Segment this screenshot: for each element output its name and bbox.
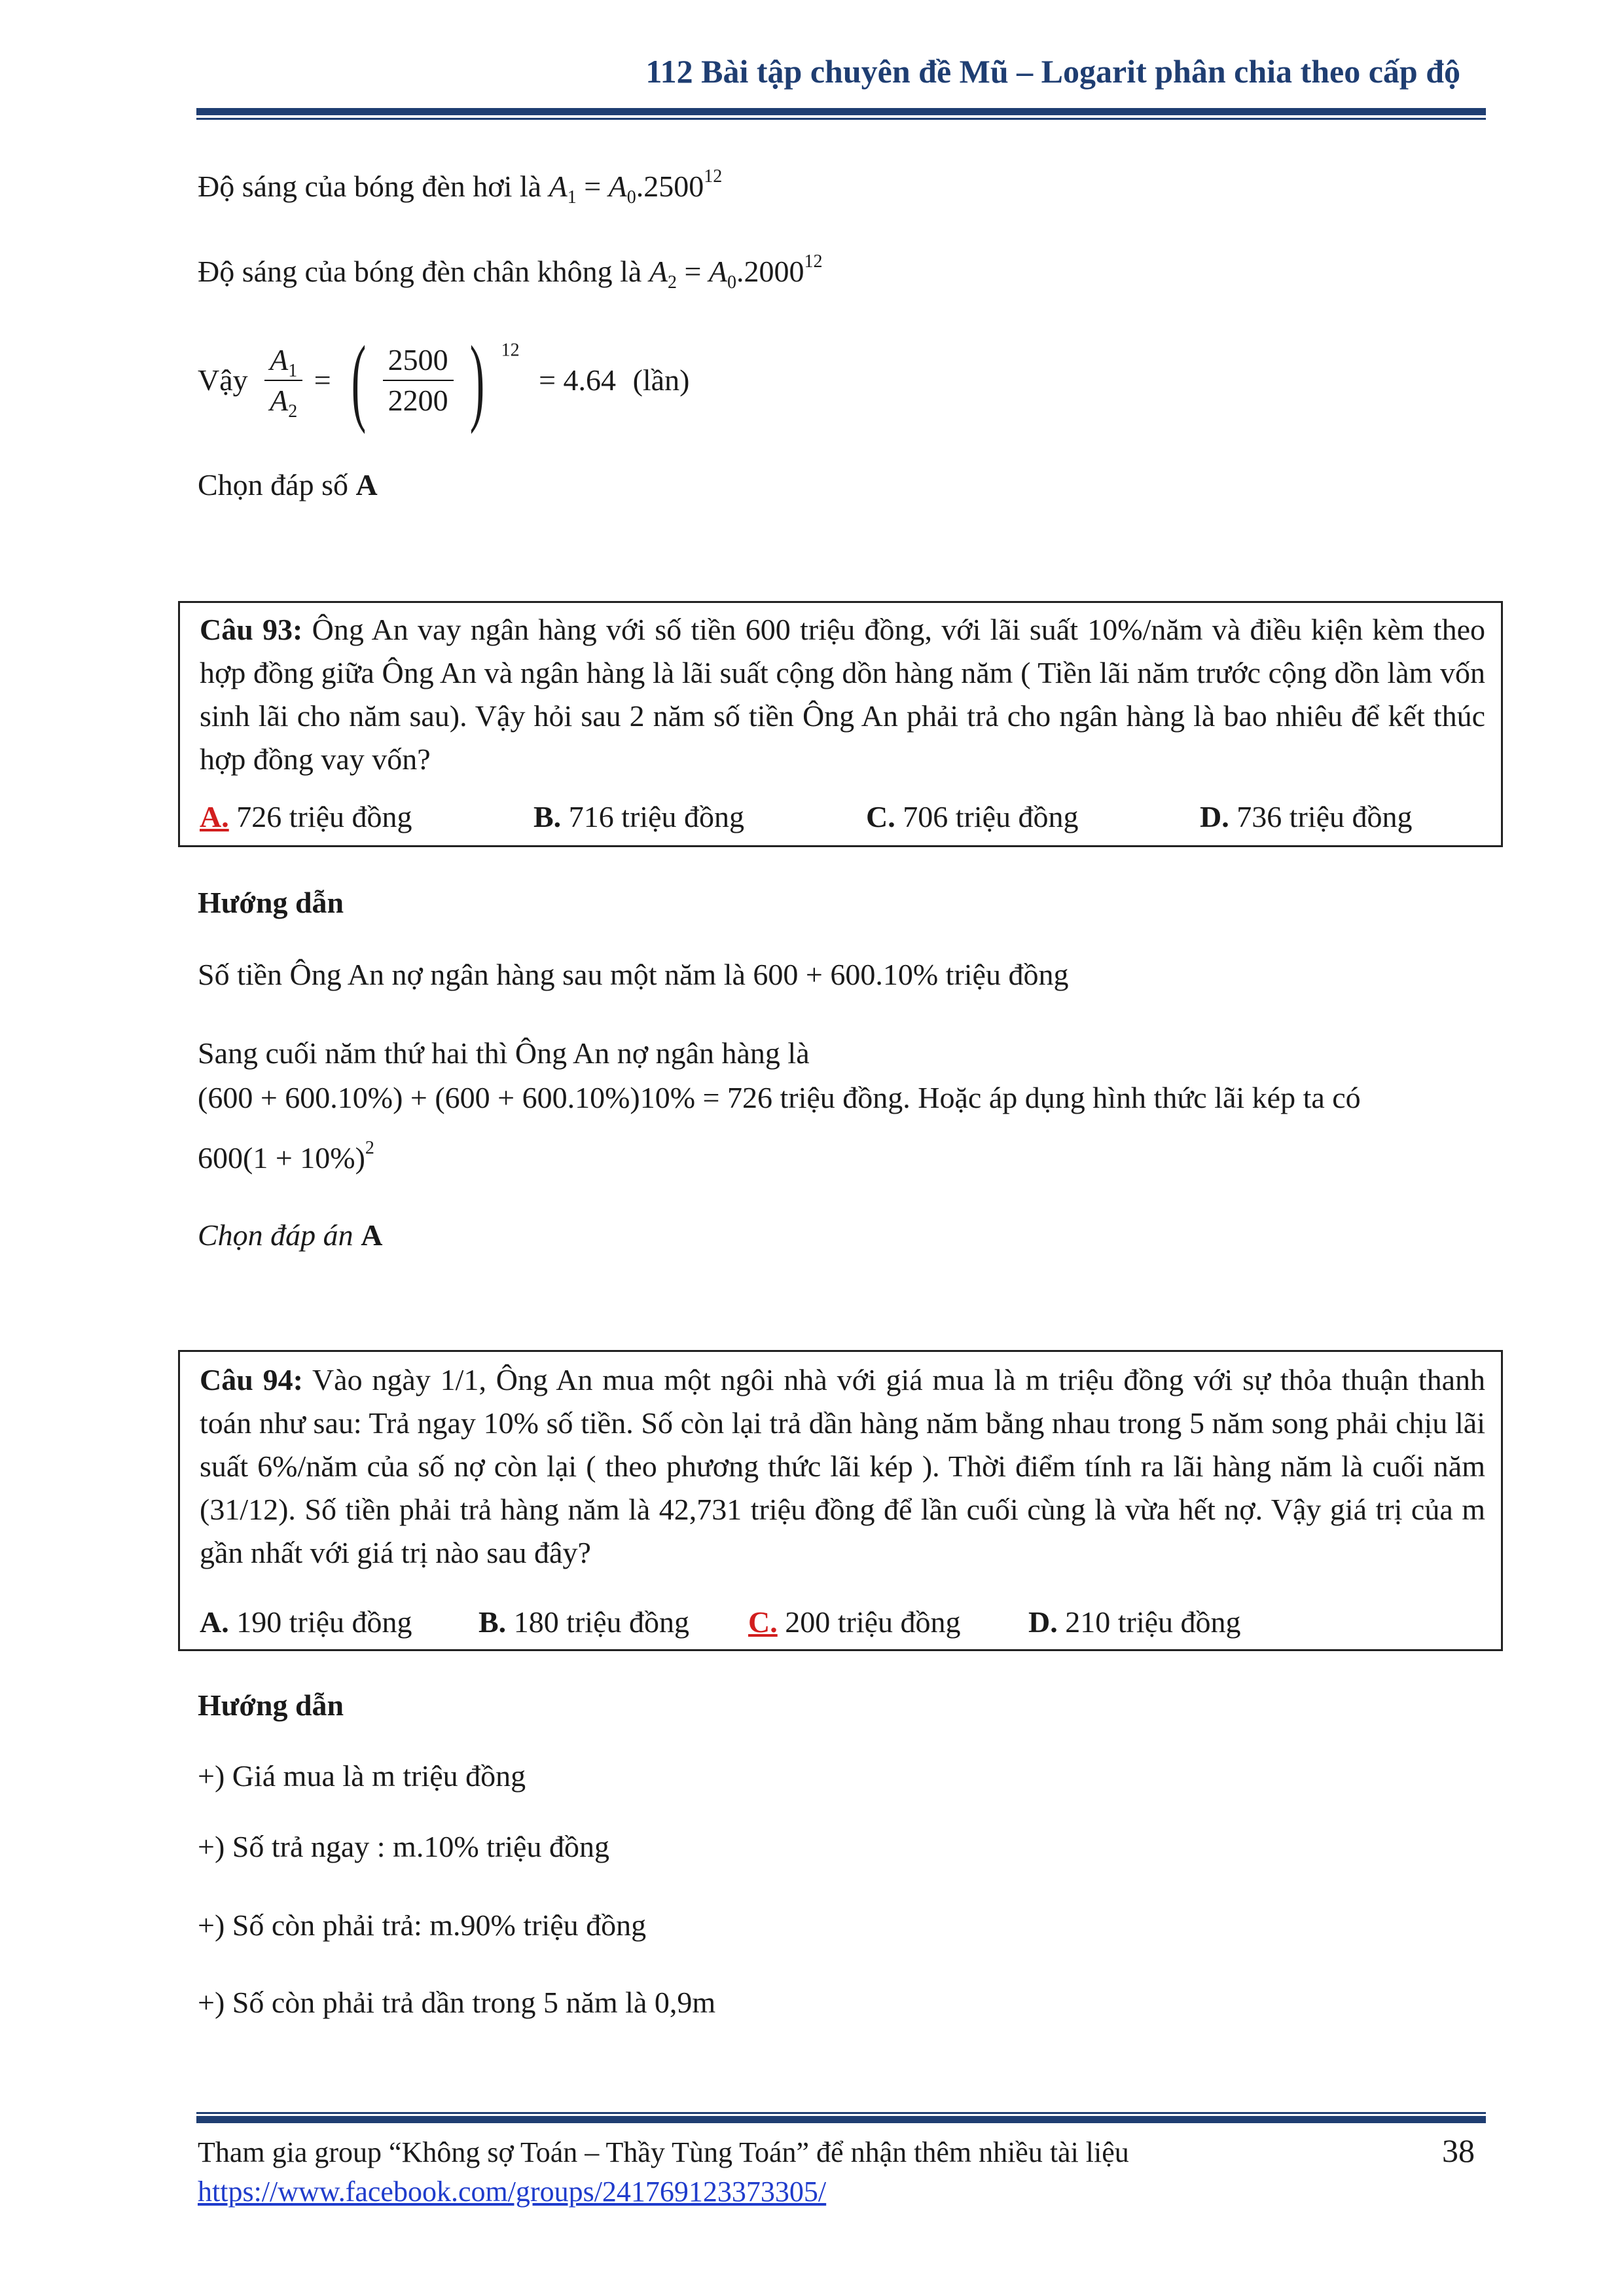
footer-text: Tham gia group “Không sợ Toán – Thầy Tùng Toán” để nhận thêm nhiều tài liệu [198, 2136, 1129, 2168]
ratio-result: = 4.64 [539, 363, 617, 397]
guide-93-line-2: Sang cuối năm thứ hai thì Ông An nợ ngân hàng là [198, 1036, 810, 1070]
question-94-option-d[interactable]: D. 210 triệu đồng [1028, 1605, 1241, 1639]
question-94-option-c[interactable]: C. 200 triệu đồng [748, 1605, 961, 1639]
footer-rule-thin [196, 2112, 1486, 2114]
question-93-option-d[interactable]: D. 736 triệu đồng [1200, 800, 1413, 833]
intro-choose-text: Chọn đáp số [198, 468, 356, 501]
guide-94-line-2: +) Số trả ngay : m.10% triệu đồng [198, 1830, 609, 1863]
question-93-option-b[interactable]: B. 716 triệu đồng [533, 800, 744, 833]
question-94-text: Câu 94: Vào ngày 1/1, Ông An mua một ngôi nhà với giá mua là m triệu đồng với sự thỏa thuận thanh toán như sau: Trả ngay 10% số tiền. Số còn lại trả dần hàng năm bằng nhau trong 5 năm song phải chịu lãi suất 6%/năm của số nợ còn lại ( theo phương thức lãi kép ). Thời điểm tính ra lãi hàng năm là cuối năm (31/12). Số tiền phải trả hàng năm là 42,731 triệu đồng để lần cuối cùng là vừa hết nợ. Vậy giá trị của m gần nhất với giá trị nào sau đây? [200, 1363, 1485, 1569]
guide-94-line-4: +) Số còn phải trả dần trong 5 năm là 0,9m [198, 1986, 716, 2019]
ratio-unit: (lần) [632, 363, 690, 397]
question-93-option-c[interactable]: C. 706 triệu đồng [866, 800, 1079, 833]
intro-line-2 [198, 251, 823, 293]
intro-choose-line [198, 470, 378, 500]
footer-rule [196, 2116, 1486, 2123]
guide-93-heading: Hướng dẫn [198, 886, 344, 919]
question-93-box [178, 601, 1503, 847]
guide-94-heading: Hướng dẫn [198, 1688, 344, 1722]
intro-line-1 [198, 166, 723, 208]
intro-line-1-text: Độ sáng của bóng đèn hơi là [198, 170, 549, 203]
question-94-option-b[interactable]: B. 180 triệu đồng [478, 1605, 689, 1639]
intro-line-1-math: $A_1 = A_0.2500^{12}$ [549, 166, 723, 208]
inner-fraction: $\frac{2500}{2200}$ [383, 340, 454, 420]
intro-choose-answer: A [355, 468, 378, 501]
intro-line-2-math: $A_2 = A_0.2000^{12}$ [649, 251, 823, 293]
question-93-label: Câu 93: [200, 613, 303, 646]
footer-group-link[interactable]: https://www.facebook.com/groups/241769123373305/ [198, 2176, 827, 2208]
question-94-box [178, 1350, 1503, 1651]
question-94-option-a[interactable]: A. 190 triệu đồng [200, 1605, 412, 1639]
guide-93-choose-line: Chọn đáp án A [198, 1218, 383, 1252]
guide-94-line-1: +) Giá mua là m triệu đồng [198, 1759, 526, 1793]
question-93-text: Câu 93: Ông An vay ngân hàng với số tiền 600 triệu đồng, với lãi suất 10%/năm và điều kiện kèm theo hợp đồng giữa Ông An và ngân hàng là lãi suất cộng dồn hàng năm ( Tiền lãi năm trước cộng dồn làm vốn sinh lãi cho năm sau). Vậy hỏi sau 2 năm số tiền Ông An phải trả cho ngân hàng là bao nhiêu để kết thúc hợp đồng vay vốn? [200, 613, 1485, 776]
header-rule-thin [196, 118, 1486, 120]
question-94-label: Câu 94: [200, 1363, 303, 1396]
intro-line-2-text: Độ sáng của bóng đèn chân không là [198, 255, 649, 288]
page-number: 38 [1442, 2132, 1475, 2169]
question-93-option-a[interactable]: A. 726 triệu đồng [200, 800, 412, 833]
guide-93-line-4: $600(1 + 10\%)^2$ [198, 1138, 374, 1175]
vay-label: Vậy [198, 363, 248, 397]
guide-93-line-1: Số tiền Ông An nợ ngân hàng sau một năm là 600 + 600.10% triệu đồng [198, 958, 1069, 991]
header-rule [196, 108, 1486, 115]
document-header-title: 112 Bài tập chuyên đề Mũ – Logarit phân chia theo cấp độ [645, 53, 1460, 90]
guide-93-line-3: (600 + 600.10%) + (600 + 600.10%)10% = 726 triệu đồng. Hoặc áp dụng hình thức lãi kép ta có [198, 1081, 1361, 1114]
ratio-fraction: $\frac{A_1}{A_2}$ [264, 340, 302, 420]
intro-ratio-line: Vậy $\frac{A_1}{A_2}$ = ( $\frac{2500}{2200}$ ) $^{12}$ = 4.64 (lần) [198, 326, 690, 435]
guide-94-line-3: +) Số còn phải trả: m.90% triệu đồng [198, 1908, 647, 1942]
guide-93-compound-formula: 600(1 + 10%) [198, 1141, 365, 1175]
guide-93-formula: (600 + 600.10%) + (600 + 600.10%)10% = 726 [198, 1081, 772, 1114]
